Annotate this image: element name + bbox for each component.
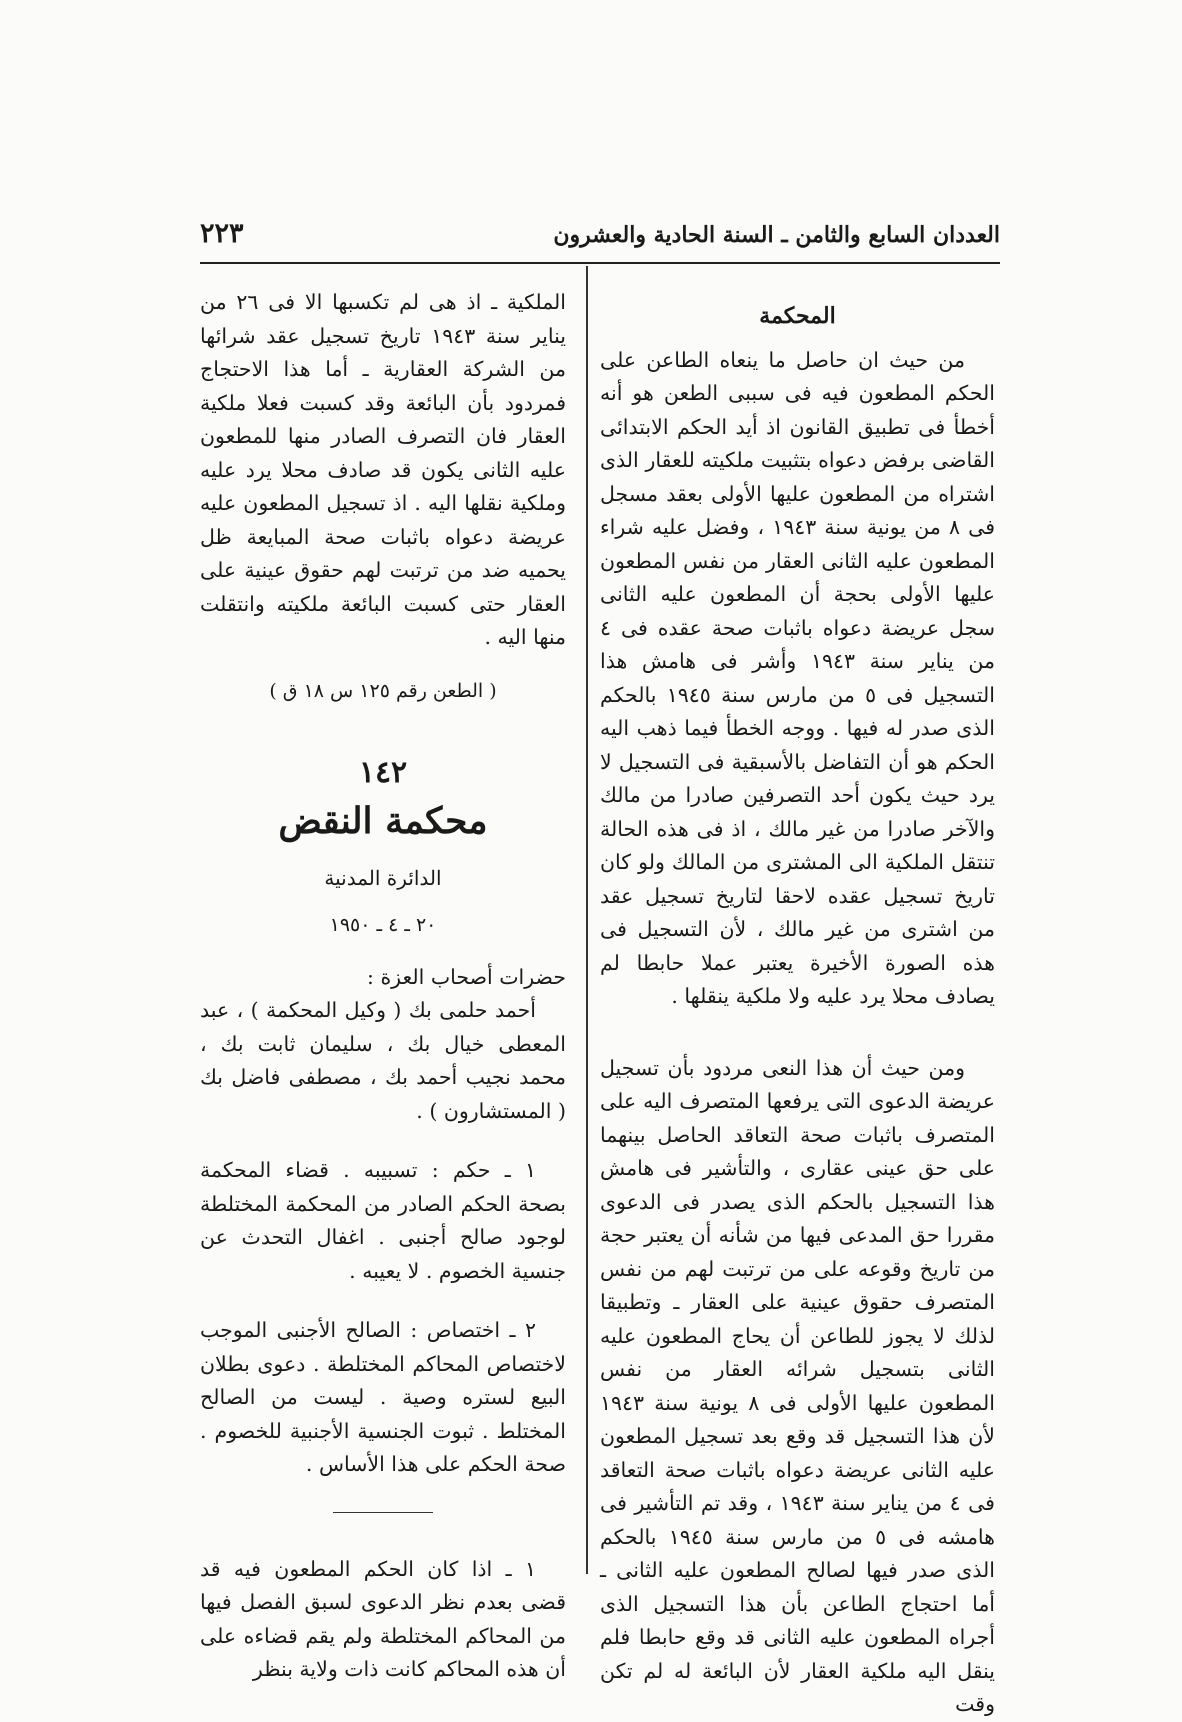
running-header-title: العددان السابع والثامن ـ السنة الحادية والعشرون — [553, 222, 1000, 248]
page-number: ٢٢٣ — [200, 218, 244, 249]
page-header — [200, 218, 1000, 258]
left-column — [200, 286, 566, 1687]
case-citation: ( الطعن رقم ١٢٥ س ١٨ ق ) — [269, 679, 497, 702]
principle-paragraph-1: ١ ـ اذا كان الحكم المطعون فيه قد قضى بعدم نظر الدعوى لسبق الفصل فيها من المحاكم المختلطة ولم يقم قضاءه على أن هذه المحاكم كانت ذات ولاية بنظر — [200, 1556, 566, 1681]
section-heading-court: المحكمة — [759, 303, 836, 329]
continuation-paragraph: الملكية ـ اذ هى لم تكسبها الا فى ٢٦ من يناير سنة ١٩٤٣ تاريخ تسجيل عقد شرائها من الشركة العقارية ـ أما هذا الاحتجاج فمردود بأن البائعة وقد كسبت فعلا ملكية العقار فان التصرف الصادر منها للمطعون عليه الثانى يكون قد صادف محلا يرد عليه وملكية نقلها اليه . اذ تسجيل المطعون عليه عريضة دعواه باثبات صحة المبايعة ظل يحميه ضد من ترتبت لهم حقوق عينية على العقار حتى كسبت البائعة ملكيته وانتقلت منها اليه . — [200, 290, 566, 649]
court-reasoning-paragraph-2: ومن حيث أن هذا النعى مردود بأن تسجيل عريضة الدعوى التى يرفعها المتصرف اليه على المتصرف باثبات صحة التعاقد الحاصل بينهما على حق عينى عقارى ، والتأشير فى هامش هذا التسجيل بالحكم الذى يصدر فى الدعوى مقررا حق المدعى فيها من شأنه أن يعتبر حجة من تاريخ وقوعه على من ترتبت لهم من نفس المتصرف حقوق عينية على العقار ـ وتطبيقا لذلك لا يجوز للطاعن أن يحاج المطعون عليه الثانى بتسجيل شرائه العقار من نفس المطعون عليها الأولى فى ٨ يونية سنة ١٩٤٣ لأن هذا التسجيل قد وقع بعد تسجيل المطعون عليه الثانى عريضة دعواه باثبات صحة التعاقد فى ٤ من يناير سنة ١٩٤٣ ، وقد تم التأشير فى هامشه فى ٥ من مارس سنة ١٩٤٥ بالحكم الذى صدر فيها لصالح المطعون عليه الثانى ـ أما احتجاج الطاعن بأن هذا التسجيل الذى أجراه المطعون عليه الثانى قد وقع حابطا فلم ينقل اليه ملكية العقار لأن البائعة له لم تكن وقت — [600, 1055, 995, 1716]
judges-title: حضرات أصحاب العزة : — [367, 964, 566, 989]
paragraph-gap — [600, 1014, 995, 1052]
court-name-heading: محكمة النقض — [278, 799, 488, 842]
judgment-date: ٢٠ ـ ٤ ـ ١٩٥٠ — [329, 914, 437, 936]
circuit-name: الدائرة المدنية — [324, 865, 442, 890]
case-number: ١٤٢ — [358, 755, 408, 790]
right-column — [600, 300, 995, 1722]
header-rule — [200, 262, 1000, 264]
column-divider — [586, 266, 588, 1574]
summary-item-2: ٢ ـ اختصاص : الصالح الأجنبى الموجب لاختصاص المحاكم المختلطة . دعوى بطلان البيع لستره وصية . ليست من الصالح المختلط . ثبوت الجنسية الأجنبية للخصوم . صحة الحكم على هذا الأساس . — [200, 1318, 566, 1476]
judges-list: أحمد حلمى بك ( وكيل المحكمة ) ، عبد المعطى خيال بك ، سليمان ثابت بك ، محمد نجيب أحمد بك ، مصطفى فاضل بك ( المستشارون ) . — [200, 998, 566, 1123]
separator-line — [333, 1512, 433, 1513]
summary-item-1: ١ ـ حكم : تسبيبه . قضاء المحكمة بصحة الحكم الصادر من المحكمة المختلطة لوجود صالح أجنبى . اغفال التحدث عن جنسية الخصوم . لا يعيبه . — [200, 1158, 566, 1283]
court-reasoning-paragraph-1: من حيث ان حاصل ما ينعاه الطاعن على الحكم المطعون فيه فى سببى الطعن هو أنه أخطأ فى تطبيق القانون اذ أيد الحكم الابتدائى القاضى برفض دعواه بتثبيت ملكيته للعقار الذى اشتراه من المطعون عليها الأولى بعقد مسجل فى ٨ من يونية سنة ١٩٤٣ ، وفضل عليه شراء المطعون عليه الثانى العقار من نفس المطعون عليها الأولى بحجة أن المطعون عليه الثانى سجل عريضة دعواه باثبات صحة عقده فى ٤ من يناير سنة ١٩٤٣ وأشر فى هامش هذا التسجيل فى ٥ من مارس سنة ١٩٤٥ بالحكم الذى صدر له فيها . ووجه الخطأ فيما ذهب اليه الحكم هو أن التفاضل بالأسبقية فى التسجيل لا يرد حيث يكون أحد التصرفين صادرا من مالك والآخر صادرا من غير مالك ، اذ فى هذه الحالة تنتقل الملكية الى المشترى من المالك ولو كان تاريخ تسجيل عقده لاحقا لتاريخ تسجيل عقد من اشترى من غير مالك ، لأن التسجيل فى هذه الصورة الأخيرة يعتبر عملا حابطا لم يصادف محلا يرد عليه ولا ملكية ينقلها . — [600, 347, 996, 1008]
